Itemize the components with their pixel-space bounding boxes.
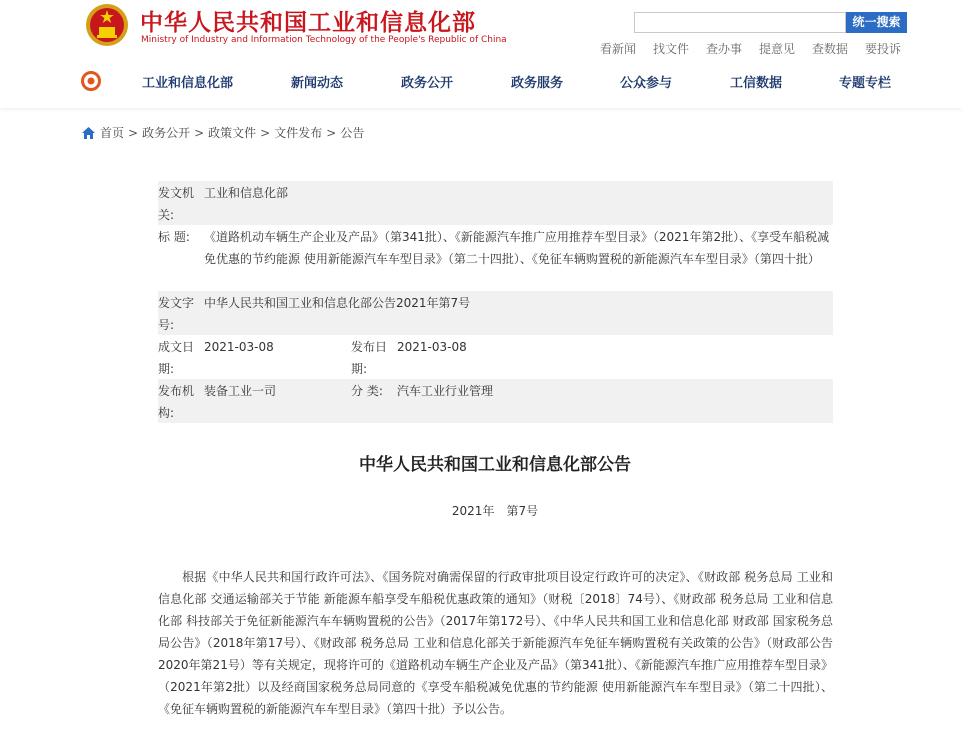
document-body: [158, 566, 833, 720]
nav-topics[interactable]: 专题专栏: [839, 76, 892, 91]
breadcrumb-separator: >: [260, 125, 271, 140]
quick-link-complaint[interactable]: 要投诉: [865, 42, 902, 56]
meta-row-dates: [158, 335, 833, 379]
breadcrumb-home[interactable]: 首页: [100, 126, 125, 140]
quick-link-services[interactable]: 查办事: [706, 42, 743, 56]
meta-row-issuer: [158, 181, 833, 225]
meta-row-docno: [158, 291, 833, 335]
quick-link-files[interactable]: 找文件: [653, 42, 690, 56]
meta-date-value: 2021-03-08: [204, 340, 274, 354]
site-title[interactable]: 中华人民共和国工业和信息化部: [140, 10, 476, 36]
breadcrumb-separator: >: [326, 125, 337, 140]
quick-link-data[interactable]: 查数据: [812, 42, 849, 56]
nav-services[interactable]: 政务服务: [511, 76, 564, 91]
nav-news[interactable]: 新闻动态: [291, 76, 344, 91]
site-header: [0, 0, 962, 108]
meta-title-label: 标 题:: [158, 230, 190, 244]
nav-participation[interactable]: 公众参与: [620, 76, 673, 91]
meta-docno-value: 中华人民共和国工业和信息化部公告2021年第7号: [204, 296, 471, 310]
meta-category-value: 汽车工业行业管理: [397, 384, 494, 398]
meta-pubdate-value: 2021-03-08: [397, 340, 467, 354]
breadcrumb-separator: >: [194, 125, 205, 140]
meta-row-org: [158, 379, 833, 423]
breadcrumb-policy-files[interactable]: 政策文件: [208, 126, 257, 140]
search-input[interactable]: [634, 12, 846, 33]
nav-public-affairs[interactable]: 政务公开: [401, 76, 454, 91]
meta-pubdate-label: 发布日期:: [351, 340, 388, 376]
meta-category-label: 分 类:: [351, 384, 383, 398]
breadcrumb-public-affairs[interactable]: 政务公开: [142, 126, 191, 140]
meta-org-value: 装备工业一司: [204, 384, 277, 398]
national-emblem-icon[interactable]: [84, 2, 130, 48]
breadcrumb-file-release[interactable]: 文件发布: [274, 126, 323, 140]
quick-link-news[interactable]: 看新闻: [600, 42, 637, 56]
breadcrumb-separator: >: [128, 125, 139, 140]
nav-data[interactable]: 工信数据: [730, 76, 783, 91]
document-number: 2021年 第7号: [451, 504, 539, 518]
meta-org-label: 发布机构:: [158, 384, 195, 420]
meta-row-title: [158, 225, 833, 291]
document-body-text: 根据《中华人民共和国行政许可法》、《国务院对确需保留的行政审批项目设定行政许可的决定》、《财政部 税务总局 工业和信息化部 交通运输部关于节能 新能源车船享受车船税优惠政策的通知》（财税〔2018〕74号）、《财政部 税务总局 工业和信息化部 科技部关于免征新能源汽车车辆购置税的公告》（2017年第172号）、《中华人民共和国工业和信息化部 财政部 国家税务总局公告》（2018年第17号）、《财政部 税务总局 工业和信息化部关于新能源汽车免征车辆购置税有关政策的公告》（财政部公告2020年第21号）等有关规定，现将许可的《道路机动车辆生产企业及产品》（第341批）、《新能源汽车推广应用推荐车型目录》（2021年第2批）以及经商国家税务总局同意的《享受车船税减免优惠的节约能源 使用新能源汽车车型目录》（第二十四批）、《免征车辆购置税的新能源汽车车型目录》（第四十批）予以公告。: [158, 570, 833, 716]
meta-issuer-value: 工业和信息化部: [204, 186, 289, 200]
nav-ministry[interactable]: 工业和信息化部: [142, 76, 234, 91]
meta-docno-label: 发文字号:: [158, 296, 195, 332]
meta-title-value: 《道路机动车辆生产企业及产品》（第341批）、《新能源汽车推广应用推荐车型目录》（2021年第2批）、《享受车船税减免优惠的节约能源 使用新能源汽车车型目录》（第二十四批）、《免征车辆购置税的新能源汽车车型目录》（第四十批）: [204, 230, 830, 266]
search-button[interactable]: 统一搜索: [846, 12, 907, 33]
ministry-logo-icon[interactable]: [81, 71, 101, 91]
meta-date-label: 成文日期:: [158, 340, 195, 376]
meta-issuer-label: 发文机关:: [158, 186, 195, 222]
document-title: 中华人民共和国工业和信息化部公告: [359, 455, 631, 475]
breadcrumb-announcement[interactable]: 公告: [340, 126, 365, 140]
quick-link-feedback[interactable]: 提意见: [759, 42, 796, 56]
site-subtitle: Ministry of Industry and Information Technology of the People's Republic of China: [141, 35, 507, 45]
breadcrumb: [82, 124, 364, 141]
document-meta-table: [158, 181, 833, 423]
home-icon: [82, 127, 95, 139]
